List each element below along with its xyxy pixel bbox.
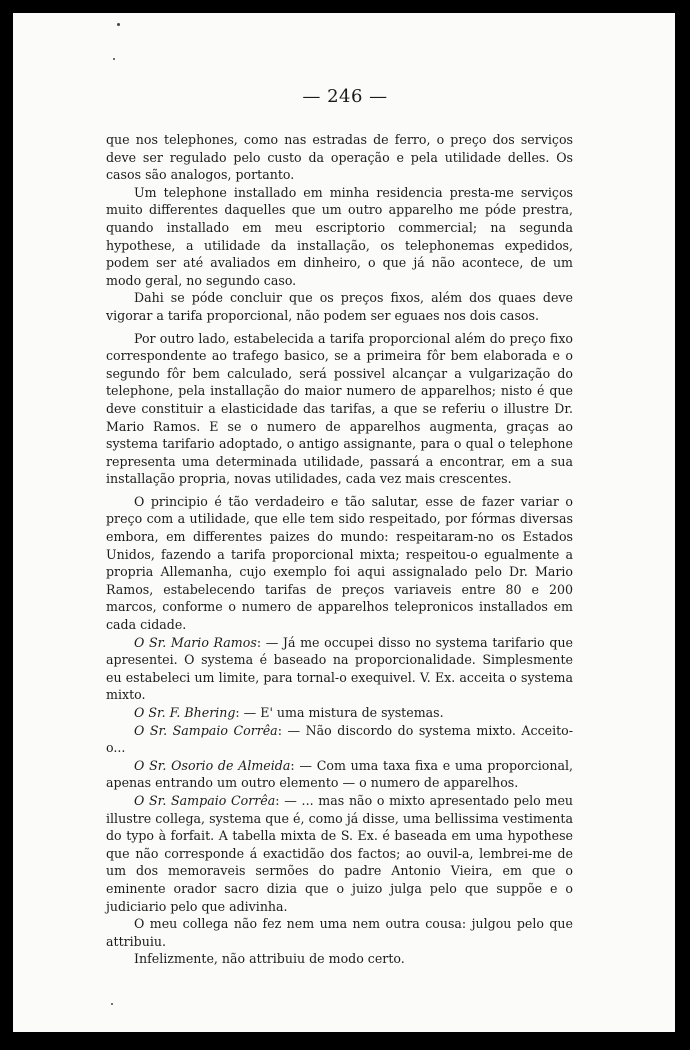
- body-text: [106, 131, 573, 968]
- speaker-name: O Sr. Sampaio Corrêa: [134, 792, 276, 808]
- paragraph: Um telephone installado em minha residencia presta-me serviços muito differentes daquelles que um outro apparelho me póde prestra, quando installado em meu escriptorio commercial; na segunda hypothese, a utilidade da installação, os telephonemas expedidos, podem ser até avaliados em dinheiro, o que já não acontece, de um modo geral, no segundo caso.: [106, 184, 573, 288]
- paragraph: Dahi se póde concluir que os preços fixos, além dos quaes deve vigorar a tarifa proporcional, não podem ser eguaes nos dois casos.: [106, 290, 573, 323]
- speaker-name: O Sr. Osorio de Almeida: [134, 757, 291, 773]
- speaker-name: O Sr. Mario Ramos: [134, 634, 257, 650]
- paragraph: Por outro lado, estabelecida a tarifa proporcional além do preço fixo correspondente ao trafego basico, se a primeira fôr bem elaborada e o segundo fôr bem calculado, será possivel alcançar a vulgarização do telephone, pela installação do maior numero de apparelhos; nisto é que deve constituir a elasticidade das tarifas, a que se referiu o illustre Dr. Mario Ramos. E se o numero de apparelhos augmenta, graças ao systema tarifario adoptado, o antigo assignante, para o qual o telephone representa uma determinada utilidade, passará a encontrar, em a sua installação propria, novas utilidades, cada vez mais crescentes.: [106, 330, 573, 487]
- speech-paragraph: O Sr. Sampaio Corrêa: — ... mas não o mixto apresentado pelo meu illustre collega, systema que é, como já disse, uma bellissima vestimenta do typo à forfait. A tabella mixta de S. Ex. é baseada em uma hypothese que não corresponde á exactidão dos factos; ao ouvil-a, lembrei-me de um dos memoraveis sermões do padre Antonio Vieira, em que o eminente orador sacro dizia que o juizo julga pelo que suppõe e o judiciario pelo que adivinha.: [106, 792, 574, 914]
- paragraph: Infelizmente, não attribuiu de modo certo.: [134, 951, 405, 967]
- paragraph: O meu collega não fez nem uma nem outra cousa: julgou pelo que attribuiu.: [106, 916, 573, 949]
- scan-speck: [117, 23, 120, 26]
- scan-speck: [111, 1003, 113, 1005]
- scan-speck: [113, 58, 115, 60]
- page-number: — 246 —: [302, 86, 388, 107]
- speech-paragraph: O Sr. Mario Ramos: — Já me occupei disso no systema tarifario que apresentei. O systema é baseado na proporcionalidade. Simplesmente eu estabeleci um limite, para tornal-o exequivel. V. Ex. acceita o systema mixto.: [106, 634, 574, 703]
- speech-paragraph: O Sr. Sampaio Corrêa: — Não discordo do systema mixto. Acceito-o...: [106, 722, 574, 756]
- speaker-name: O Sr. F. Bhering: [134, 705, 236, 720]
- paragraph: que nos telephones, como nas estradas de ferro, o preço dos serviços deve ser regulado pelo custo da operação e pela utilidade delles. Os casos são analogos, portanto.: [106, 132, 573, 183]
- speaker-name: O Sr. Sampaio Corrêa: [134, 722, 278, 738]
- speech-paragraph: O Sr. Osorio de Almeida: — Com uma taxa fixa e uma proporcional, apenas entrando um outro elemento — o numero de apparelhos.: [106, 757, 573, 791]
- paragraph: O principio é tão verdadeiro e tão salutar, esse de fazer variar o preço com a utilidade, que elle tem sido respeitado, por fórmas diversas embora, em differentes paizes do mundo: respeitaram-no os Estados Unidos, fazendo a tarifa proporcional mixta; respeitou-o egualmente a propria Allemanha, cujo exemplo foi aqui assignalado pelo Dr. Mario Ramos, estabelecendo tarifas de preços variaveis entre 80 e 200 marcos, conforme o numero de apparelhos telepronicos installados em cada cidade.: [106, 493, 573, 633]
- speech-paragraph: O Sr. F. Bhering: — E' uma mistura de systemas.: [134, 705, 444, 720]
